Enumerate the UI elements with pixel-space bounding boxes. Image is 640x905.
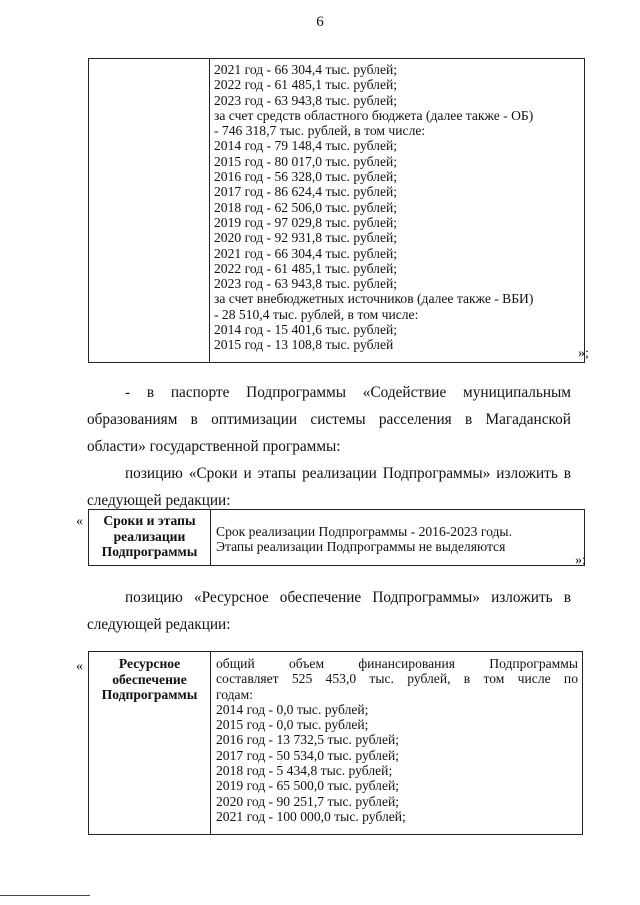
funding-line: 2017 год - 86 624,4 тыс. рублей; [214,184,398,200]
opening-quote-3: « [76,659,83,674]
funding-line: 2014 год - 79 148,4 тыс. рублей; [214,138,398,154]
resources-year-line: 2014 год - 0,0 тыс. рублей; [216,701,369,717]
funding-line: 2014 год - 15 401,6 тыс. рублей; [214,322,398,338]
terms-paragraph [87,460,571,514]
resources-label-cell [89,652,211,835]
funding-lines [214,62,580,353]
terms-line-2: следующей редакции: [87,492,231,509]
funding-line: - 746 318,7 тыс. рублей, в том числе: [214,123,426,139]
funding-line: 2021 год - 66 304,4 тыс. рублей; [214,245,398,261]
empty-label-cell [89,59,210,363]
closing-quote-1: »; [578,346,589,361]
terms-label: Сроки и этапы реализации Подпрограммы [101,513,198,559]
funding-line: 2021 год - 66 304,4 тыс. рублей; [214,62,398,77]
terms-values-cell [211,510,585,566]
funding-line: 2015 год - 13 108,8 тыс. рублей [214,337,394,353]
funding-line: 2020 год - 92 931,8 тыс. рублей; [214,230,398,246]
terms-line: Срок реализации Подпрограммы - 2016-2023 годы. [216,524,512,539]
funding-line: 2019 год - 97 029,8 тыс. рублей; [214,214,398,230]
opening-quote-2: « [76,514,83,529]
footer-rule [0,895,90,896]
resources-line-1: позицию «Ресурсное обеспечение Подпрограммы» изложить в [125,589,571,606]
resources-intro-line-1: общий объем финансирования Подпрограммы [216,656,578,671]
resources-label: Ресурсное обеспечение Подпрограммы [101,656,198,702]
resources-paragraph [87,584,571,638]
passport-paragraph [87,379,571,460]
funding-line: - 28 510,4 тыс. рублей, в том числе: [214,306,419,322]
resources-year-line: 2019 год - 65 500,0 тыс. рублей; [216,778,400,794]
funding-line: 2023 год - 63 943,8 тыс. рублей; [214,92,398,108]
resources-year-line: 2018 год - 5 434,8 тыс. рублей; [216,763,393,779]
funding-line: 2022 год - 61 485,1 тыс. рублей; [214,260,398,276]
closing-quote-2: »; [575,553,586,568]
terms-table [88,509,585,566]
resources-year-lines [216,702,578,824]
funding-values-cell [210,59,585,363]
funding-line: за счет внебюджетных источников (далее также - ВБИ) [214,291,534,307]
funding-line: 2018 год - 62 506,0 тыс. рублей; [214,199,398,215]
passport-line-3: области» государственной программы: [87,438,341,455]
resources-intro-line-3: годам: [216,686,253,702]
resources-line-2: следующей редакции: [87,616,231,633]
funding-line: 2023 год - 63 943,8 тыс. рублей; [214,276,398,292]
funding-line: 2015 год - 80 017,0 тыс. рублей; [214,153,398,169]
funding-continuation-table [88,58,585,363]
passport-line-2: образованиям в оптимизации системы расселения в Магаданской [87,411,571,428]
resources-year-line: 2020 год - 90 251,7 тыс. рублей; [216,793,400,809]
passport-line-1: - в паспорте Подпрограммы «Содействие муниципальным [125,384,571,401]
resources-year-line: 2015 год - 0,0 тыс. рублей; [216,717,369,733]
funding-line: 2022 год - 61 485,1 тыс. рублей; [214,77,398,93]
resources-year-line: 2016 год - 13 732,5 тыс. рублей; [216,732,400,748]
resources-values-cell [211,652,583,835]
funding-line: 2016 год - 56 328,0 тыс. рублей; [214,169,398,185]
resources-table [88,651,583,835]
page-number: 6 [316,14,324,30]
resources-year-line: 2017 год - 50 534,0 тыс. рублей; [216,747,400,763]
terms-line: Этапы реализации Подпрограммы не выделяются [216,539,506,555]
terms-line-1: позицию «Сроки и этапы реализации Подпрограммы» изложить в [125,465,571,482]
resources-intro-line-2: составляет 525 453,0 тыс. рублей, в том числе по [216,671,578,687]
funding-line: за счет средств областного бюджета (далее также - ОБ) [214,107,534,123]
terms-lines [216,524,580,555]
resources-year-line: 2021 год - 100 000,0 тыс. рублей; [216,808,406,824]
terms-label-cell [89,510,211,566]
